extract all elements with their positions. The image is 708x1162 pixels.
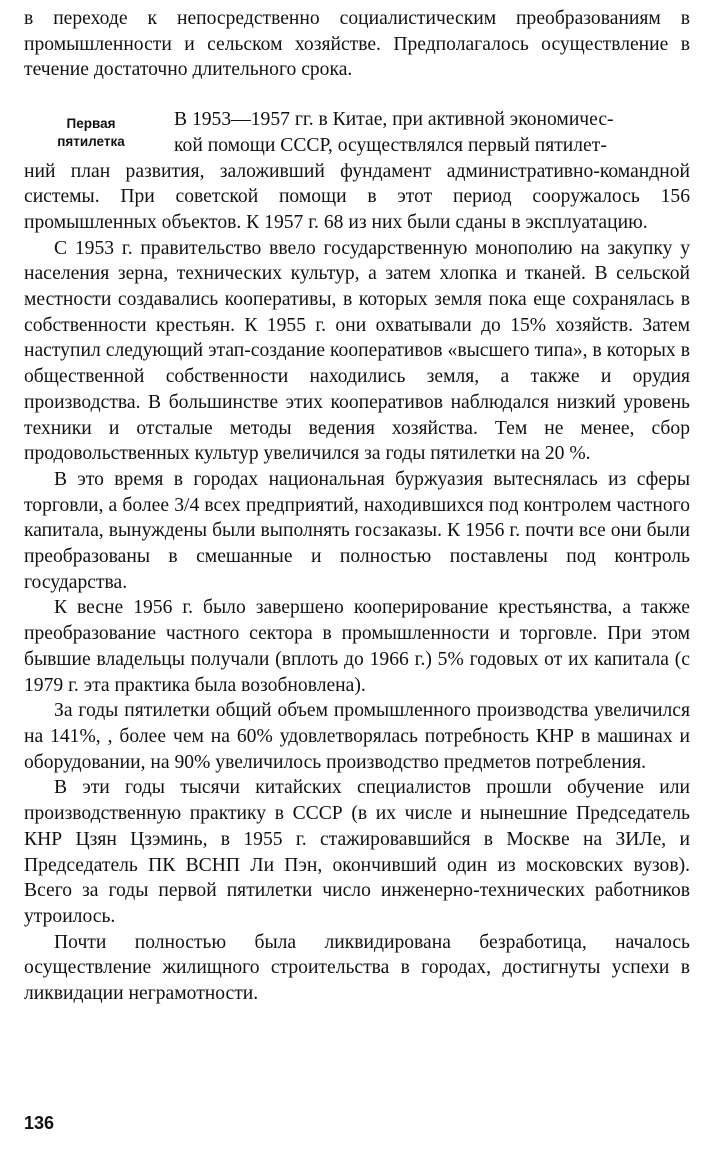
section-lead-rest: ний план развития, заложивший фундамент административно-командной системы. При советской помощи в этот период сооружалось 156 промышленных объектов. К 1957 г. 68 из них были сданы в эксплуатацию. [24, 160, 690, 233]
section-lead-line-2: кой помощи СССР, осуществлялся первый пятилет- [174, 134, 607, 156]
book-page [24, 6, 690, 1007]
paragraph-bourgeoisie: В это время в городах национальная буржуазия вытеснялась из сферы торговли, а более 3/4 всех предприятий, находившихся под контролем частного капитала, вынуждены были выполнять госзаказы. К 1956 г. почти все они были преобразованы в смешанные и полностью поставлены под контроль государства. [24, 468, 690, 593]
page-number: 136 [24, 1113, 55, 1133]
paragraph-grain-monopoly: С 1953 г. правительство ввело государственную монополию на закупку у населения зерна, технических культур, а затем хлопка и тканей. В сельской местности создавались кооперативы, в которых земля пока еще сохранялась в собственности крестьян. К 1955 г. они охватывали до 15% хозяйств. Затем наступил следующий этап-создание кооперативов «высшего типа», в которых в общественной собственности находились земля, а также и орудия производства. В большинстве этих кооперативов наблюдался низкий уровень техники и отсталые методы ведения хозяйства. Тем не менее, сбор продовольственных культур увеличился за годы пятилетки на 20 %. [24, 237, 690, 465]
section-lead-line-1: В 1953—1957 гг. в Китае, при активной экономичес- [174, 109, 614, 131]
side-heading: Первая пятилетка [57, 116, 125, 150]
paragraph-specialists: В эти годы тысячи китайских специалистов прошли обучение или производственную практику в СССР (в их числе и нынешние Председатель КНР Цзян Цзэминь, в 1955 г. стажировавшийся в Москве на ЗИЛе, и Председатель ПК ВСНП Ли Пэн, окончивший один из московских вузов). Всего за годы первой пятилетки число инженерно-технических работников утроилось. [24, 777, 690, 927]
intro-paragraph: в переходе к непосредственно социалистическим преобразованиям в промышленности и сельском хозяйстве. Предполагалось осуществление в течение достаточно длительного срока. [24, 8, 690, 81]
first-five-year-plan-section [24, 107, 690, 1007]
paragraph-unemployment: Почти полностью была ликвидирована безработица, началось осуществление жилищного строительства в городах, достигнуты успехи в ликвидации неграмотности. [24, 931, 690, 1005]
paragraph-industrial-output: За годы пятилетки общий объем промышленного производства увеличился на 141%, , более чем на 60% удовлетворялась потребность КНР в машинах и оборудовании, на 90% увеличилось производство предметов потребления. [24, 700, 690, 773]
paragraph-cooperation: К весне 1956 г. было завершено кооперирование крестьянства, а также преобразование частного сектора в промышленности и торговле. При этом бывшие владельцы получали (вплоть до 1966 г.) 5% годовых от их капитала (с 1979 г. эта практика была возобновлена). [24, 597, 690, 696]
